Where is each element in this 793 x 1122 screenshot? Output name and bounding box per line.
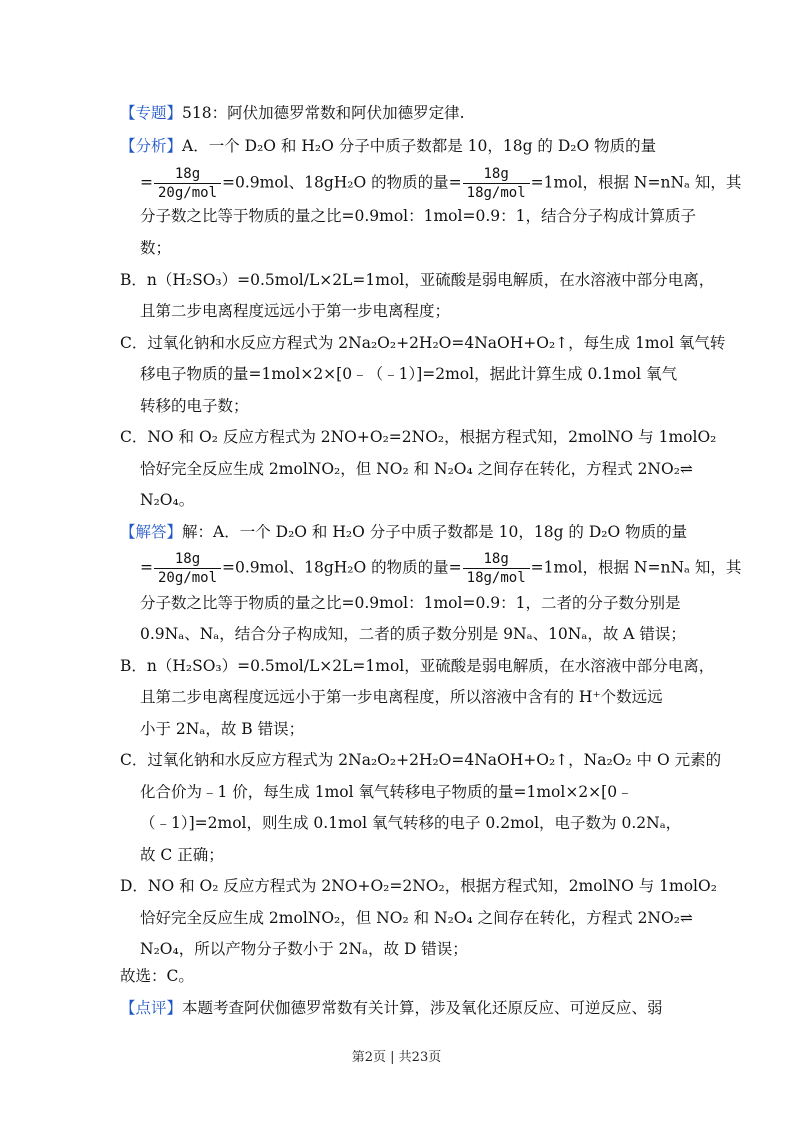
- analysis-text-a1: A．一个 D₂O 和 H₂O 分子中质子数都是 10，18g 的 D₂O 物质的量: [182, 137, 657, 155]
- answer-line-c3: （﹣1）]=2mol，则生成 0.1mol 氧气转移的电子 0.2mol，电子数为 0.2Nₐ，: [140, 814, 682, 832]
- topic-text: 518：阿伏加德罗常数和阿伏加德罗定律.: [182, 104, 465, 122]
- analysis-line-a2: = $\frac{18g}{\text{20g/mol}}$ =0.9mol、18gH₂O 的物质的量= $\frac{18g}{\text{18g/mol}}$ =1mol，根据 N=nNₐ 知，其: [140, 166, 742, 201]
- analysis-line-d3: N₂O₄。: [140, 491, 195, 509]
- analysis-line-a4: 数；: [140, 239, 172, 257]
- choice-line: 故选：C。: [120, 967, 194, 985]
- answer-line-d2: 恰好完全反应生成 2molNO₂，但 NO₂ 和 N₂O₄ 之间存在转化，方程式 2NO₂⇌: [140, 909, 693, 927]
- analysis-text-a2-mid: =0.9mol、18gH₂O 的物质的量=: [222, 173, 462, 192]
- analysis-line-c2: 移电子物质的量=1mol×2×[0﹣（﹣1）]=2mol，据此计算生成 0.1mol 氧气: [140, 365, 678, 383]
- topic-line: [120, 103, 465, 123]
- analysis-line-c3: 转移的电子数；: [140, 397, 249, 415]
- analysis-label: 【分析】: [120, 137, 183, 155]
- analysis-line-b1: B．n（H₂SO₃）=0.5mol/L×2L=1mol，亚硫酸是弱电解质，在水溶液中部分电离，: [120, 271, 715, 289]
- answer-line-b3: 小于 2Nₐ，故 B 错误；: [140, 720, 305, 738]
- page-footer: 第2页 | 共23页: [351, 1050, 442, 1065]
- comment-label: 【点评】: [120, 999, 183, 1017]
- analysis-line-a1: [120, 136, 656, 156]
- answer-text-a2-end: =1mol，根据 N=nNₐ 知，其: [530, 558, 742, 577]
- answer-text-a1: 解：A．一个 D₂O 和 H₂O 分子中质子数都是 10，18g 的 D₂O 物质的量: [182, 523, 688, 541]
- fraction-d2o: $\frac{18g}{\text{20g/mol}}$: [154, 166, 221, 201]
- analysis-line-d2: 恰好完全反应生成 2molNO₂，但 NO₂ 和 N₂O₄ 之间存在转化，方程式 2NO₂⇌: [140, 460, 693, 478]
- analysis-text-a2-end: =1mol，根据 N=nNₐ 知，其: [530, 173, 742, 192]
- comment-text: 本题考查阿伏伽德罗常数有关计算，涉及氧化还原反应、可逆反应、弱: [182, 999, 663, 1017]
- answer-line-b2: 且第二步电离程度远远小于第一步电离程度，所以溶液中含有的 H⁺个数远远: [140, 688, 663, 706]
- answer-line-d1: D．NO 和 O₂ 反应方程式为 2NO+O₂=2NO₂，根据方程式知，2molNO 与 1molO₂: [120, 877, 717, 895]
- fraction-h2o: $\frac{18g}{\text{18g/mol}}$: [463, 166, 530, 201]
- comment-line: [120, 998, 663, 1018]
- answer-line-c1: C．过氧化钠和水反应方程式为 2Na₂O₂+2H₂O=4NaOH+O₂↑，Na₂O₂ 中 O 元素的: [120, 751, 722, 769]
- answer-label: 【解答】: [120, 523, 183, 541]
- answer-line-d3: N₂O₄，所以产物分子数小于 2Nₐ，故 D 错误；: [140, 940, 468, 958]
- answer-line-c4: 故 C 正确；: [140, 846, 224, 864]
- topic-label: 【专题】: [120, 104, 183, 122]
- answer-line-b1: B．n（H₂SO₃）=0.5mol/L×2L=1mol，亚硫酸是弱电解质，在水溶液中部分电离，: [120, 657, 715, 675]
- answer-line-a2: = $\frac{18g}{\text{20g/mol}}$ =0.9mol、18gH₂O 的物质的量= $\frac{18g}{\text{18g/mol}}$ =1mol，根据 N=nNₐ 知，其: [140, 551, 742, 586]
- answer-line-a4: 0.9Nₐ、Nₐ，结合分子构成知，二者的质子数分别是 9Nₐ、10Nₐ，故 A 错误；: [140, 625, 686, 643]
- answer-line-a1: [120, 522, 687, 542]
- analysis-line-d1: C．NO 和 O₂ 反应方程式为 2NO+O₂=2NO₂，根据方程式知，2molNO 与 1molO₂: [120, 428, 717, 446]
- analysis-line-c1: C．过氧化钠和水反应方程式为 2Na₂O₂+2H₂O=4NaOH+O₂↑，每生成 1mol 氧气转: [120, 334, 726, 352]
- analysis-line-a3: 分子数之比等于物质的量之比=0.9mol：1mol=0.9：1，结合分子构成计算质子: [140, 207, 696, 225]
- answer-line-a3: 分子数之比等于物质的量之比=0.9mol：1mol=0.9：1，二者的分子数分别是: [140, 594, 681, 612]
- analysis-line-b2: 且第二步电离程度远远小于第一步电离程度；: [140, 302, 451, 320]
- fraction-h2o-answer: $\frac{18g}{\text{18g/mol}}$: [463, 551, 530, 586]
- fraction-d2o-answer: $\frac{18g}{\text{20g/mol}}$: [154, 551, 221, 586]
- answer-line-c2: 化合价为﹣1 价，每生成 1mol 氧气转移电子物质的量=1mol×2×[0﹣: [140, 783, 633, 801]
- answer-text-a2-mid: =0.9mol、18gH₂O 的物质的量=: [222, 558, 462, 577]
